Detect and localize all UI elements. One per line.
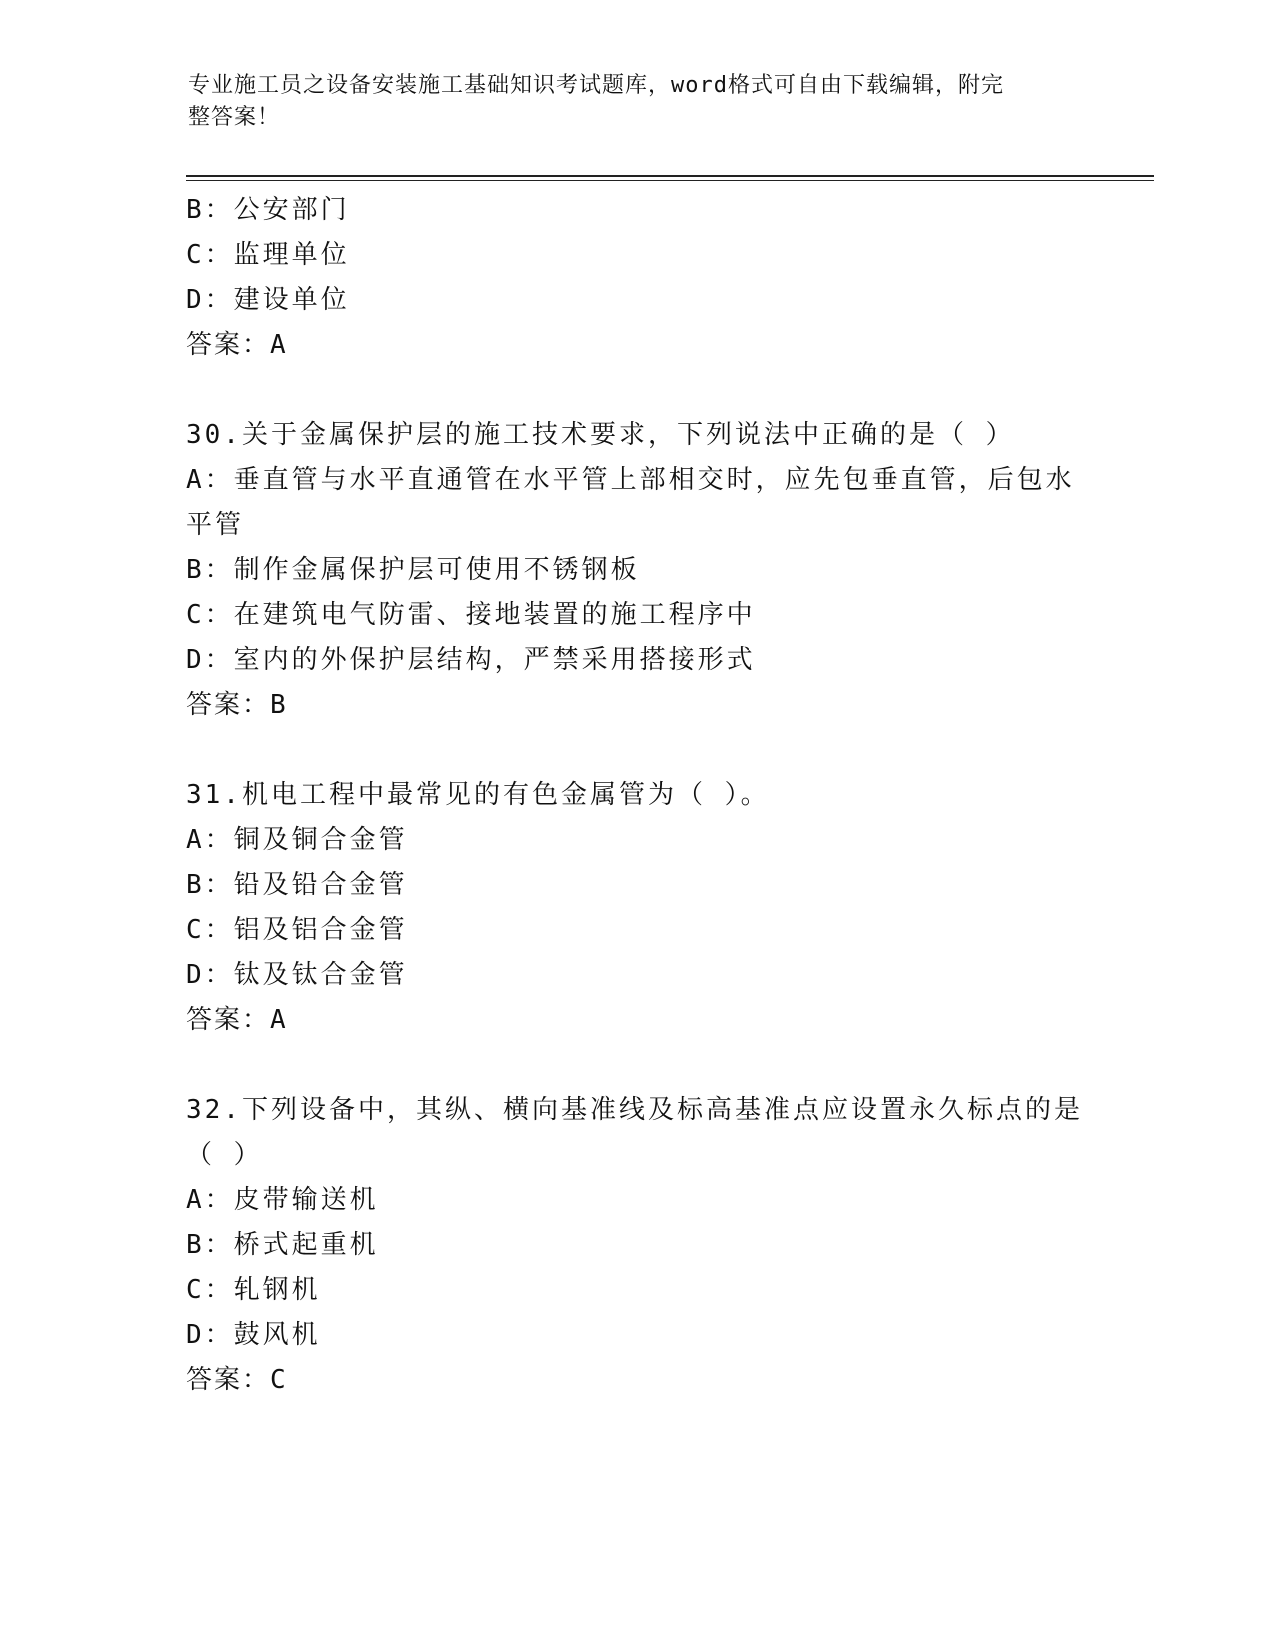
q30-option-d: D：室内的外保护层结构，严禁采用搭接形式 <box>186 645 756 675</box>
q32-option-c: C：轧钢机 <box>186 1275 321 1305</box>
q31-option-d: D：钛及钛合金管 <box>186 960 408 990</box>
header-rule-thin <box>186 180 1154 181</box>
header-line-1: 专业施工员之设备安装施工基础知识考试题库，word格式可自由下载编辑，附完 <box>188 73 1004 98</box>
q31-option-b: B：铅及铅合金管 <box>186 870 408 900</box>
document-header <box>188 70 1078 134</box>
q30-option-b: B：制作金属保护层可使用不锈钢板 <box>186 555 640 585</box>
q32-question-line-2: （ ） <box>186 1140 263 1170</box>
q30-question: 30.关于金属保护层的施工技术要求，下列说法中正确的是（ ） <box>186 420 1015 450</box>
q30-option-c: C：在建筑电气防雷、接地装置的施工程序中 <box>186 600 756 630</box>
q29-option-b: B：公安部门 <box>186 195 350 225</box>
q31-option-a: A：铜及铜合金管 <box>186 825 408 855</box>
header-line-2: 整答案！ <box>188 105 281 130</box>
q32-answer: 答案：C <box>186 1365 288 1395</box>
header-rule-thick <box>186 175 1154 177</box>
q31-option-c: C：铝及铝合金管 <box>186 915 408 945</box>
q29-answer: 答案：A <box>186 330 288 360</box>
q32-option-d: D：鼓风机 <box>186 1320 321 1350</box>
q31-answer: 答案：A <box>186 1005 288 1035</box>
q29-option-c: C：监理单位 <box>186 240 350 270</box>
q30-option-a-line-1: A：垂直管与水平直通管在水平管上部相交时，应先包垂直管，后包水 <box>186 465 1075 495</box>
q32-question-line-1: 32.下列设备中，其纵、横向基准线及标高基准点应设置永久标点的是 <box>186 1095 1083 1125</box>
q30-answer: 答案：B <box>186 690 288 720</box>
q32-option-a: A：皮带输送机 <box>186 1185 379 1215</box>
q30-option-a-line-2: 平管 <box>186 510 245 540</box>
q29-option-d: D：建设单位 <box>186 285 350 315</box>
q32-option-b: B：桥式起重机 <box>186 1230 379 1260</box>
q31-question: 31.机电工程中最常见的有色金属管为（ ）。 <box>186 780 770 810</box>
